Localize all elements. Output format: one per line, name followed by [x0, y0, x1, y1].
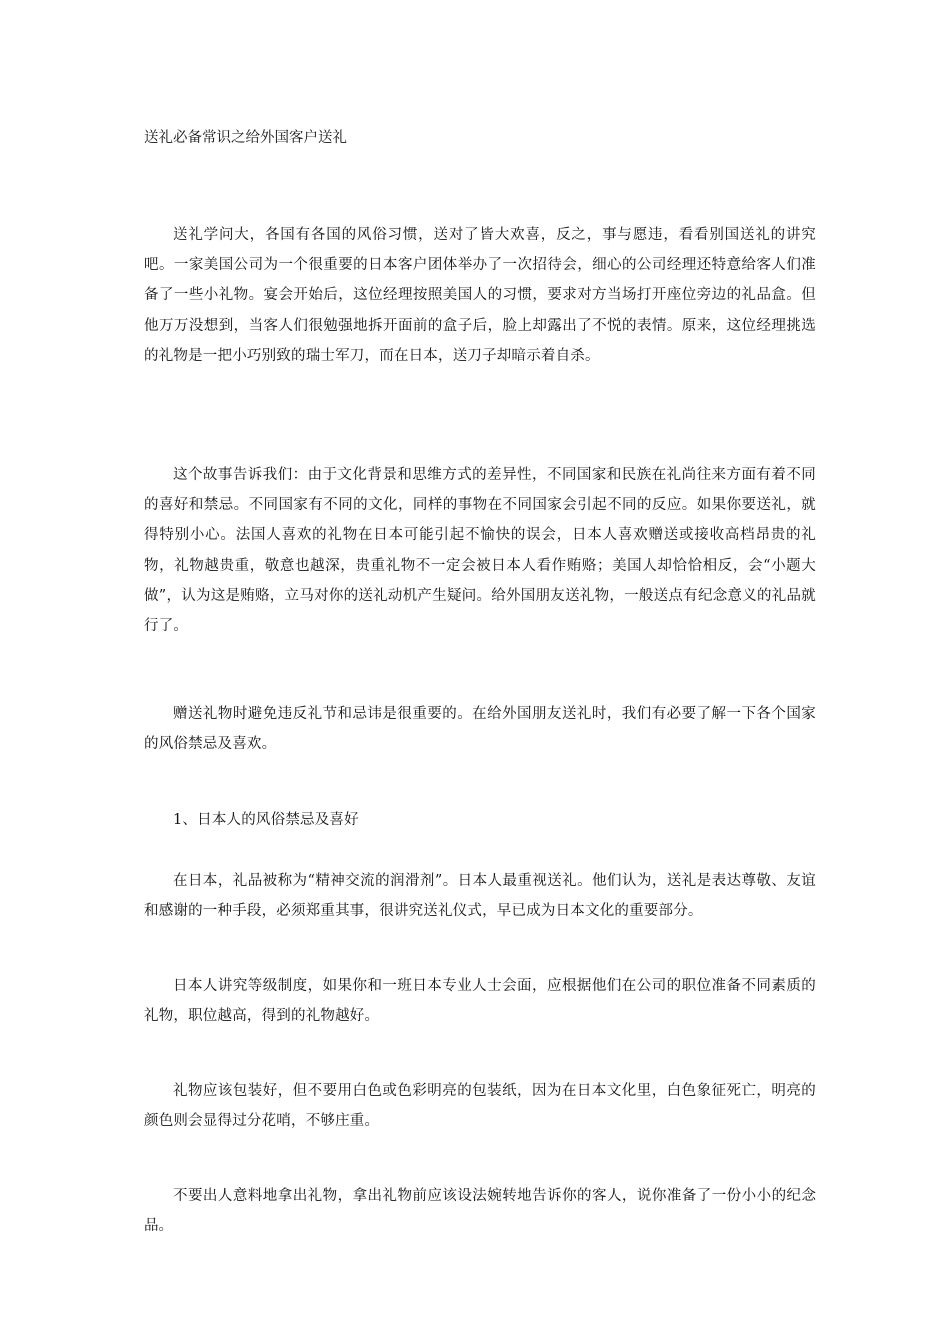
paragraph-avoid-taboos: 赠送礼物时避免违反礼节和忌讳是很重要的。在给外国朋友送礼时，我们有必要了解一下各个国家的风俗禁忌及喜欢。: [144, 706, 816, 753]
paragraph-japan-presentation: 不要出人意料地拿出礼物，拿出礼物前应该设法婉转地告诉你的客人，说你准备了一份小小的纪念品。: [144, 1188, 816, 1235]
paragraph-intro-story: 送礼学问大，各国有各国的风俗习惯，送对了皆大欢喜，反之，事与愿违，看看别国送礼的讲究吧。一家美国公司为一个很重要的日本客户团体举办了一次招待会，细心的公司经理还特意给客人们准备了一些小礼物。宴会开始后，这位经理按照美国人的习惯，要求对方当场打开座位旁边的礼品盒。但他万万没想到，当客人们很勉强地拆开面前的盒子后，脸上却露出了不悦的表情。原来，这位经理挑选的礼物是一把小巧别致的瑞士军刀，而在日本，送刀子却暗示着自杀。: [144, 227, 816, 364]
section-heading-japan: 1、日本人的风俗禁忌及喜好: [173, 812, 359, 828]
paragraph-japan-gift-importance: 在日本，礼品被称为“精神交流的润滑剂”。日本人最重视送礼。他们认为，送礼是表达尊敬、友谊和感谢的一种手段，必须郑重其事，很讲究送礼仪式，早已成为日本文化的重要部分。: [144, 873, 816, 920]
paragraph-cultural-differences: 这个故事告诉我们：由于文化背景和思维方式的差异性，不同国家和民族在礼尚往来方面有着不同的喜好和禁忌。不同国家有不同的文化，同样的事物在不同国家会引起不同的反应。如果你要送礼，就得特别小心。法国人喜欢的礼物在日本可能引起不愉快的误会，日本人喜欢赠送或接收高档昂贵的礼物，礼物越贵重，敬意也越深，贵重礼物不一定会被日本人看作贿赂；美国人却恰恰相反，会“小题大做”，认为这是贿赂，立马对你的送礼动机产生疑问。给外国朋友送礼物，一般送点有纪念意义的礼品就行了。: [144, 467, 816, 635]
paragraph-japan-wrapping: 礼物应该包装好，但不要用白色或色彩明亮的包装纸，因为在日本文化里，白色象征死亡，明亮的颜色则会显得过分花哨，不够庄重。: [144, 1083, 816, 1130]
paragraph-japan-hierarchy: 日本人讲究等级制度，如果你和一班日本专业人士会面，应根据他们在公司的职位准备不同素质的礼物，职位越高，得到的礼物越好。: [144, 978, 816, 1025]
document-title: 送礼必备常识之给外国客户送礼: [144, 130, 347, 146]
